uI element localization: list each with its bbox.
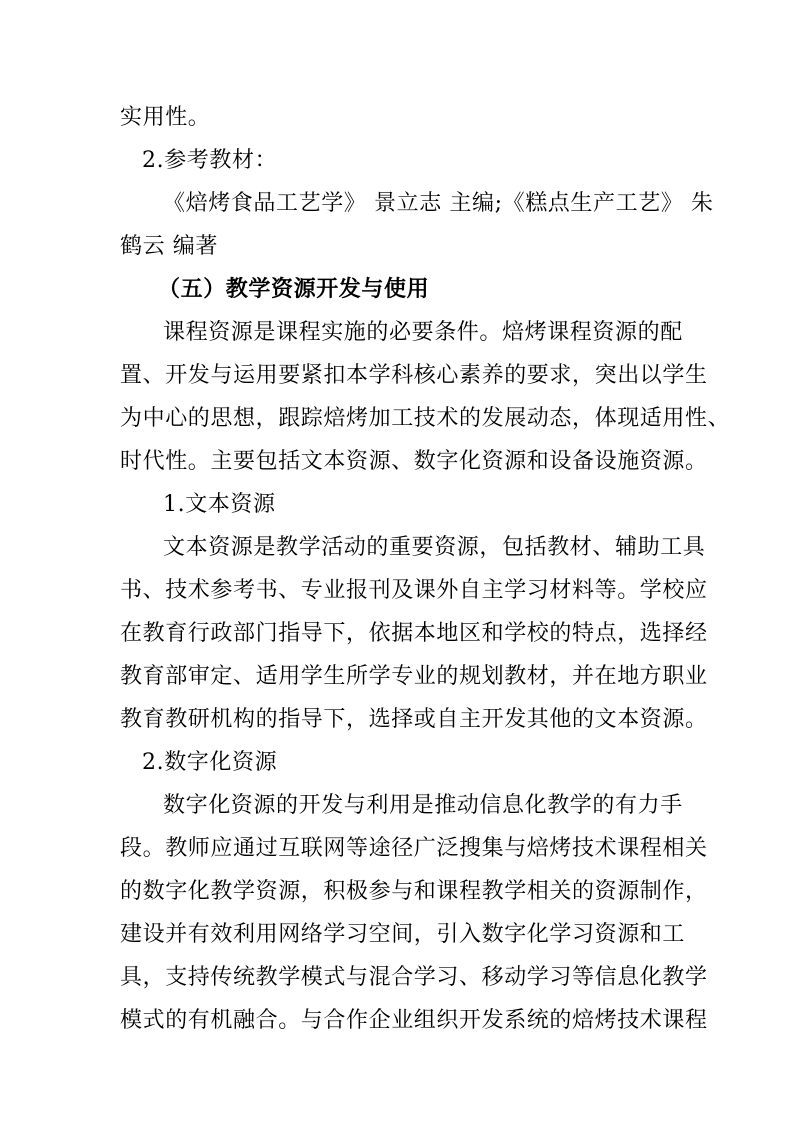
paragraph-line: 教育教研机构的指导下，选择或自主开发其他的文本资源。 (120, 707, 708, 732)
paragraph-line: 时代性。主要包括文本资源、数字化资源和设备设施资源。 (120, 449, 708, 474)
subsection-heading: 2.数字化资源 (142, 750, 278, 775)
paragraph-line: 建设并有效利用网络学习空间，引入数字化学习资源和工 (120, 922, 686, 947)
paragraph-line: 实用性。 (120, 105, 211, 130)
paragraph-line: 文本资源是教学活动的重要资源，包括教材、辅助工具 (163, 535, 706, 560)
paragraph-line: 课程资源是课程实施的必要条件。焙烤课程资源的配 (163, 320, 683, 345)
paragraph-line: 的数字化教学资源，积极参与和课程教学相关的资源制作， (120, 879, 708, 904)
paragraph-line: 具，支持传统教学模式与混合学习、移动学习等信息化教学 (120, 965, 708, 990)
subsection-heading: 1.文本资源 (163, 492, 276, 517)
paragraph-line: 置、开发与运用要紧扣本学科核心素养的要求，突出以学生 (120, 363, 708, 388)
paragraph-line: 在教育行政部门指导下，依据本地区和学校的特点，选择经 (120, 621, 708, 646)
paragraph-line: 段。教师应通过互联网等途径广泛搜集与焙烤技术课程相关 (120, 836, 708, 861)
section-heading: （五）教学资源开发与使用 (158, 277, 430, 302)
paragraph-line: 数字化资源的开发与利用是推动信息化教学的有力手 (163, 793, 683, 818)
paragraph-line: 教育部审定、适用学生所学专业的规划教材，并在地方职业 (120, 664, 708, 689)
paragraph-line: 为中心的思想，跟踪焙烤加工技术的发展动态，体现适用性、 (120, 406, 731, 431)
reference-line: 《焙烤食品工艺学》 景立志 主编;《糕点生产工艺》 朱 (163, 191, 714, 216)
paragraph-line: 书、技术参考书、专业报刊及课外自主学习材料等。学校应 (120, 578, 708, 603)
list-item-label: 2.参考教材： (142, 148, 278, 173)
reference-line: 鹤云 编著 (120, 234, 218, 259)
paragraph-line: 模式的有机融合。与合作企业组织开发系统的焙烤技术课程 (120, 1008, 708, 1033)
